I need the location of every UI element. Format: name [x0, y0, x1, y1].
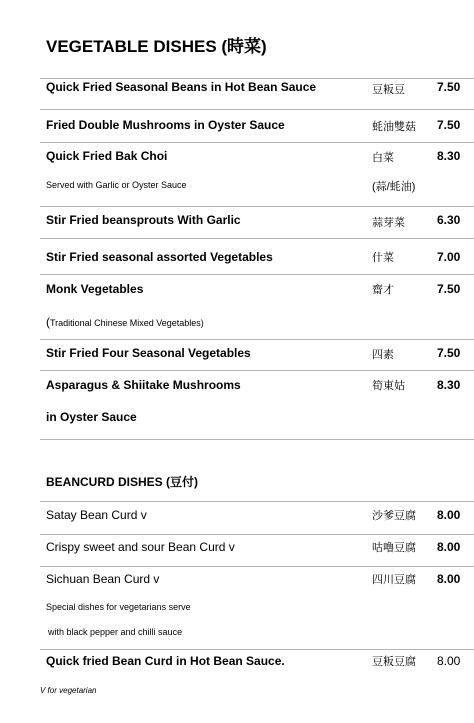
- menu-item-price: 8.00: [437, 572, 461, 586]
- menu-item-price: 8.30: [437, 149, 461, 163]
- menu-item-price: 8.30: [437, 378, 461, 392]
- menu-item-chinese: 齋才: [372, 284, 394, 296]
- menu-item-chinese: 咕嚕豆腐: [372, 542, 416, 554]
- menu-item-price: 7.50: [437, 80, 461, 94]
- menu-item-note-text: Traditional Chinese Mixed Vegetables): [50, 318, 204, 328]
- vegetable-section-title: VEGETABLE DISHES (時菜): [46, 37, 267, 56]
- menu-item-name: Quick fried Bean Curd in Hot Bean Sauce.: [46, 654, 285, 668]
- divider: [40, 649, 474, 650]
- menu-item-chinese: 四川豆腐: [372, 574, 416, 586]
- menu-item-name: Fried Double Mushrooms in Oyster Sauce: [46, 118, 285, 132]
- menu-item-name: Sichuan Bean Curd v: [46, 572, 160, 586]
- menu-item-name: Stir Fried Four Seasonal Vegetables: [46, 346, 251, 360]
- menu-item-chinese: 什菜: [372, 252, 394, 264]
- menu-item-price: 7.50: [437, 282, 461, 296]
- divider: [40, 78, 474, 79]
- menu-item-name: Quick Fried Seasonal Beans in Hot Bean Sauce: [46, 80, 317, 94]
- menu-item-chinese: 蚝油雙菇: [372, 121, 416, 133]
- menu-item-chinese: 筍東姑: [372, 380, 405, 392]
- menu-item-name: Monk Vegetables: [46, 282, 144, 296]
- menu-item-chinese: 四素: [372, 349, 394, 361]
- divider: [40, 206, 474, 207]
- divider: [40, 142, 474, 143]
- menu-item-name: Satay Bean Curd v: [46, 508, 147, 522]
- beancurd-section-title: BEANCURD DISHES (豆付): [46, 475, 199, 489]
- divider: [40, 238, 474, 239]
- divider: [40, 274, 474, 275]
- divider: [40, 501, 474, 502]
- menu-item-note-paren: (: [46, 315, 50, 329]
- divider: [40, 109, 474, 110]
- menu-item-name-line2: in Oyster Sauce: [46, 410, 137, 424]
- menu-item-chinese: 豆粄豆腐: [372, 656, 416, 668]
- menu-item-chinese: 白菜: [372, 152, 394, 164]
- menu-item-price: 7.50: [437, 118, 461, 132]
- menu-item-name: Quick Fried Bak Choi: [46, 149, 168, 163]
- menu-item-note: Served with Garlic or Oyster Sauce: [46, 180, 187, 190]
- menu-item-name: Crispy sweet and sour Bean Curd v: [46, 540, 235, 554]
- menu-item-name: Stir Fried beansprouts With Garlic: [46, 213, 241, 227]
- menu-item-price: 7.50: [437, 346, 461, 360]
- divider: [40, 339, 474, 340]
- menu-item-price: 8.00: [437, 540, 461, 554]
- menu-item-chinese-note: (蒜/蚝油): [372, 181, 416, 193]
- menu-item-note: Special dishes for vegetarians serve: [46, 602, 191, 612]
- menu-item-name: Stir Fried seasonal assorted Vegetables: [46, 250, 273, 264]
- menu-item-note: with black pepper and chilli sauce: [48, 627, 183, 637]
- footer-note: V for vegetarian: [40, 686, 97, 695]
- menu-item-price: 6.30: [437, 213, 461, 227]
- divider: [40, 439, 474, 440]
- menu-item-price: 8.00: [437, 508, 461, 522]
- divider: [40, 566, 474, 567]
- divider: [40, 534, 474, 535]
- menu-item-price: 8.00: [437, 654, 461, 668]
- menu-item-name: Asparagus & Shiitake Mushrooms: [46, 378, 241, 392]
- menu-item-price: 7.00: [437, 250, 461, 264]
- menu-item-note: [46, 315, 204, 329]
- menu-item-chinese: 蒜芽菜: [372, 217, 405, 229]
- menu-item-chinese: 沙爹豆腐: [372, 510, 416, 522]
- menu-item-chinese: 豆粄豆: [372, 84, 405, 96]
- divider: [40, 370, 474, 371]
